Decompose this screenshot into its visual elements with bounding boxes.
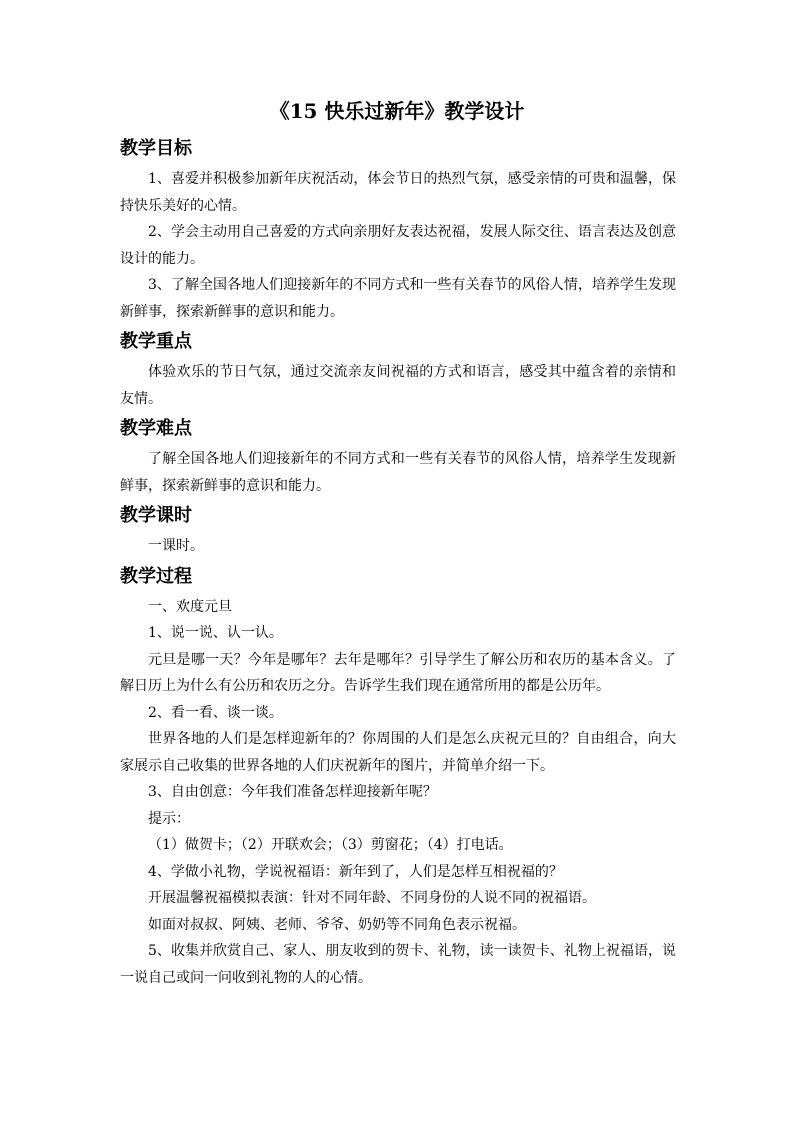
section-difficulties: [120, 416, 676, 499]
section-class-hours: [120, 503, 676, 560]
section-heading: 教学目标: [120, 138, 192, 159]
paragraph: 4、学做小礼物，学说祝福语：新年到了，人们是怎样互相祝福的？: [148, 863, 563, 880]
paragraph: 开展温馨祝福模拟表演：针对不同年龄、不同身份的人说不同的祝福语。: [148, 890, 596, 906]
paragraph: 如面对叔叔、阿姨、老师、爷爷、奶奶等不同角色表示祝福。: [148, 916, 526, 933]
paragraph: 3、自由创意：今年我们准备怎样迎接新年呢？: [148, 784, 437, 800]
document-body: [120, 136, 676, 995]
section-teaching-goals: [120, 136, 676, 325]
paragraph: 2、学会主动用自己喜爱的方式向亲朋好友表达祝福，发展人际交往、语言表达及创意设计的能力。: [120, 224, 676, 267]
paragraph: 1、喜爱并积极参加新年庆祝活动，体会节日的热烈气氛，感受亲情的可贵和温馨，保持快乐美好的心情。: [120, 171, 676, 214]
section-key-points: [120, 329, 676, 412]
paragraph: 5、收集并欣赏自己、家人、朋友收到的贺卡、礼物，读一读贺卡、礼物上祝福语，说一说自己或问一问收到礼物的人的心情。: [120, 943, 676, 986]
paragraph: 元旦是哪一天？今年是哪年？去年是哪年？引导学生了解公历和农历的基本含义。了解日历上为什么有公历和农历之分。告诉学生我们现在通常所用的都是公历年。: [120, 651, 676, 694]
paragraph: 体验欢乐的节日气氛，通过交流亲友间祝福的方式和语言，感受其中蕴含着的亲情和友情。: [120, 364, 676, 407]
paragraph: 1、说一说、认一认。: [148, 625, 283, 641]
section-heading: 教学难点: [120, 418, 192, 439]
section-teaching-process: [120, 564, 676, 992]
paragraph: 一课时。: [148, 538, 204, 554]
paragraph: 世界各地的人们是怎样迎新年的？你周围的人们是怎么庆祝元旦的？自由组合，向大家展示自己收集的世界各地的人们庆祝新年的图片，并简单介绍一下。: [120, 731, 676, 774]
section-heading: 教学重点: [120, 331, 192, 352]
paragraph: 提示：: [148, 810, 190, 827]
paragraph: 一、欢度元旦: [148, 598, 232, 615]
paragraph: 3、了解全国各地人们迎接新年的不同方式和一些有关春节的风俗人情，培养学生发现新鲜事，探索新鲜事的意识和能力。: [120, 277, 676, 320]
section-heading: 教学过程: [120, 565, 192, 587]
paragraph: （1）做贺卡；（2）开联欢会；（3）剪窗花；（4）打电话。: [148, 837, 513, 853]
section-heading: 教学课时: [120, 505, 192, 526]
document-title: 《15 快乐过新年》教学设计: [269, 99, 525, 123]
paragraph: 2、看一看、谈一谈。: [148, 704, 283, 721]
paragraph: 了解全国各地人们迎接新年的不同方式和一些有关春节的风俗人情，培养学生发现新鲜事，探索新鲜事的意识和能力。: [120, 451, 676, 494]
